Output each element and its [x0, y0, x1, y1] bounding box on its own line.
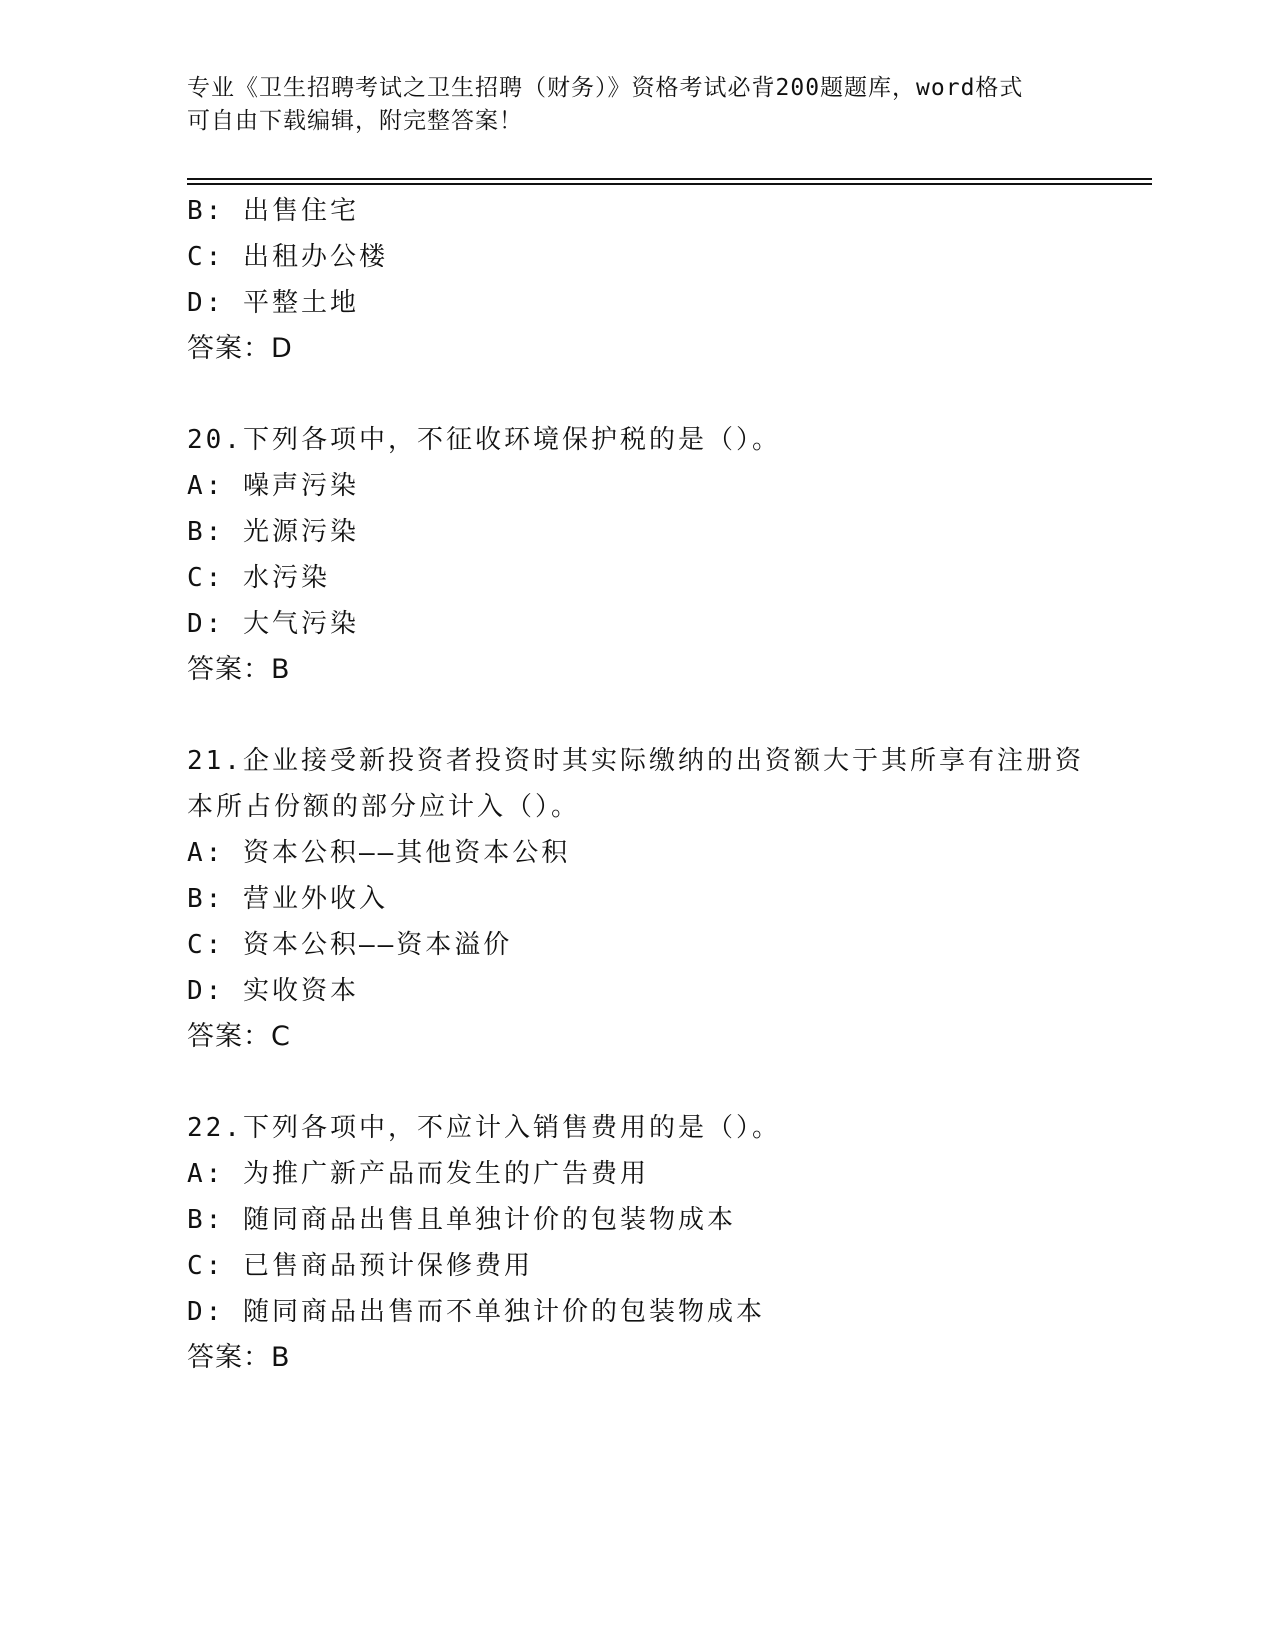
question-21 [187, 738, 1087, 1060]
answer-line: 答案：B [187, 654, 291, 685]
option-a: A: 噪声污染 [187, 471, 359, 501]
question-stem: 22.下列各项中，不应计入销售费用的是（）。 [187, 1113, 781, 1143]
option-c: C: 水污染 [187, 563, 330, 593]
document-header [187, 72, 1067, 138]
answer-line: 答案：C [187, 1021, 291, 1052]
answer-line: 答案：D [187, 333, 293, 364]
option-d: D: 随同商品出售而不单独计价的包装物成本 [187, 1297, 765, 1327]
header-line-1: 专业《卫生招聘考试之卫生招聘（财务）》资格考试必背200题题库，word格式 [187, 75, 1024, 101]
option-c: C: 资本公积——资本溢价 [187, 930, 513, 960]
option-b: B: 出售住宅 [187, 196, 359, 226]
option-d: D: 大气污染 [187, 609, 359, 639]
option-b: B: 营业外收入 [187, 884, 388, 914]
option-d: D: 实收资本 [187, 976, 359, 1006]
question-22 [187, 1105, 1087, 1381]
header-divider-top [187, 178, 1152, 180]
option-c: C: 已售商品预计保修费用 [187, 1251, 533, 1281]
question-20 [187, 417, 1087, 693]
header-divider-bottom [187, 183, 1152, 185]
option-b: B: 光源污染 [187, 517, 359, 547]
header-line-2: 可自由下载编辑，附完整答案！ [187, 108, 523, 134]
option-c: C: 出租办公楼 [187, 242, 388, 272]
question-stem-line-2: 本所占份额的部分应计入（）。 [187, 792, 581, 822]
answer-line: 答案：B [187, 1342, 291, 1373]
question-list [187, 188, 1087, 1381]
question-stem-line-1: 21.企业接受新投资者投资时其实际缴纳的出资额大于其所享有注册资 [187, 746, 1084, 776]
previous-question-tail [187, 188, 1087, 372]
option-b: B: 随同商品出售且单独计价的包装物成本 [187, 1205, 736, 1235]
option-a: A: 资本公积——其他资本公积 [187, 838, 571, 868]
question-stem: 20.下列各项中，不征收环境保护税的是（）。 [187, 425, 781, 455]
option-a: A: 为推广新产品而发生的广告费用 [187, 1159, 649, 1189]
option-d: D: 平整土地 [187, 288, 359, 318]
